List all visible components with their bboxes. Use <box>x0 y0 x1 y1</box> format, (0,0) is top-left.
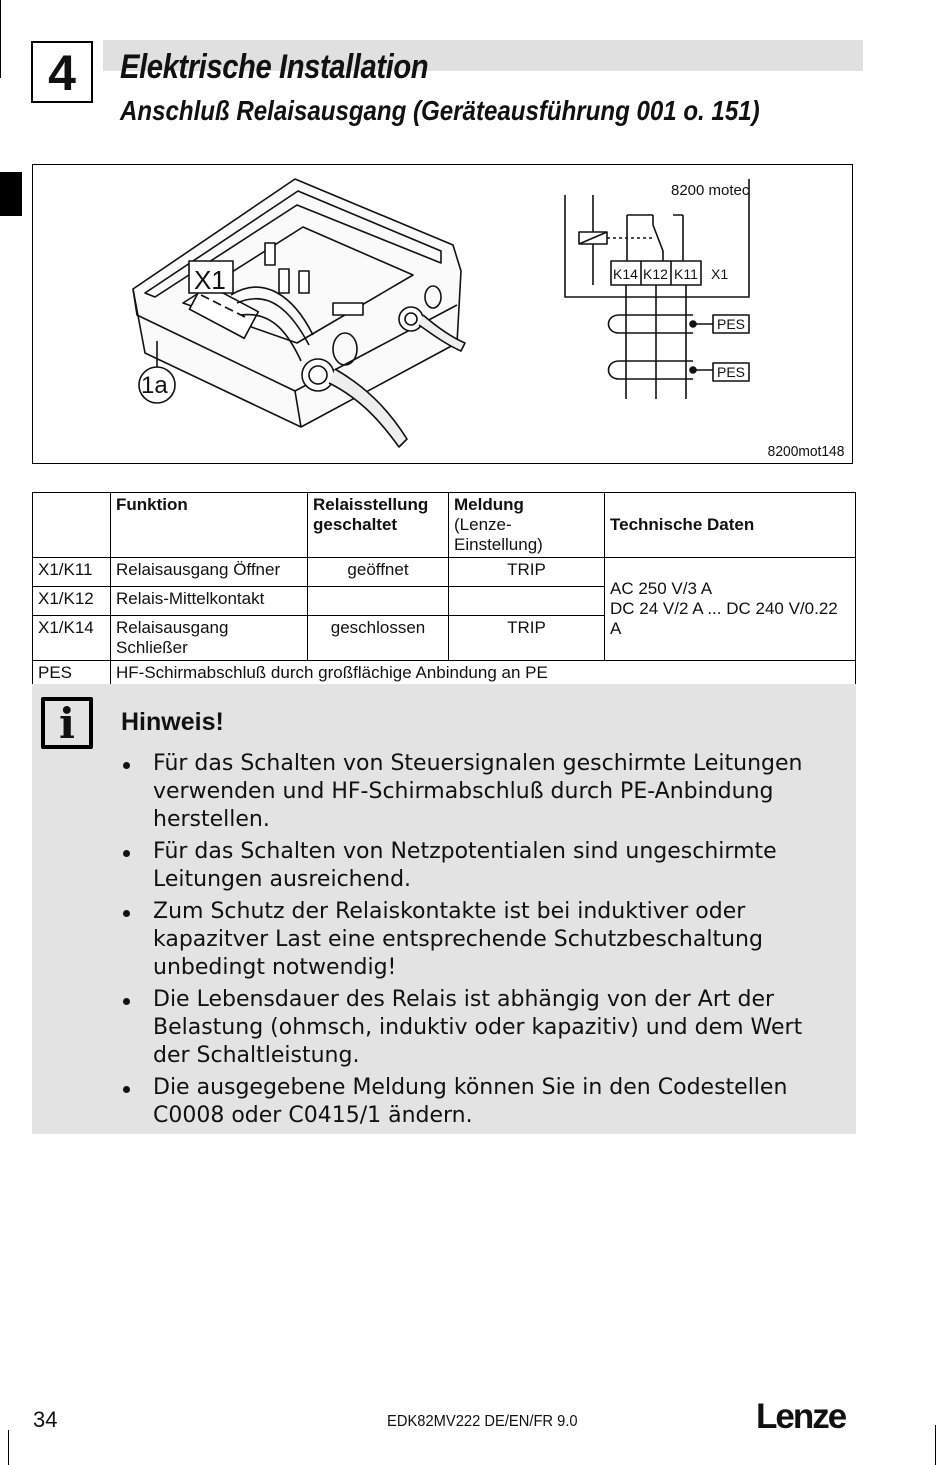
header-relaisstellung-main: Relaisstellung <box>313 495 429 514</box>
shield-2 <box>609 361 694 379</box>
header-funktion: Funktion <box>111 493 308 558</box>
lenze-logo: Lenze <box>756 1397 846 1436</box>
header-relaisstellung-sub: geschaltet <box>313 515 398 534</box>
crop-mark-bottom-right <box>935 1425 936 1465</box>
tech-data-ac: AC 250 V/3 A <box>610 579 713 598</box>
figure-code: 8200mot148 <box>767 443 844 460</box>
label-1a: 1a <box>141 372 168 399</box>
cell-relaisstellung <box>308 587 449 616</box>
cable-gland-side <box>399 307 423 331</box>
cell-relaisstellung: geschlossen <box>308 616 449 661</box>
label-k12: K12 <box>643 266 668 282</box>
tech-data-dc: DC 24 V/2 A ... DC 240 V/0.22 A <box>610 599 838 638</box>
section-side-marker <box>0 172 22 216</box>
header-meldung <box>449 493 605 558</box>
table-header-row <box>33 493 856 558</box>
note-box <box>32 684 856 1134</box>
chapter-number: 4 <box>31 41 93 103</box>
relay-spec-table <box>32 492 856 690</box>
cell-relaisstellung: geöffnet <box>308 558 449 587</box>
list-item: Die Lebensdauer des Relais ist abhängig von der Art der Belastung (ohmsch, induktiv oder kapazitiv) und dem Wert der Schaltleistung. <box>153 986 843 1070</box>
label-pes-2: PES <box>717 364 746 380</box>
page-subtitle: Anschluß Relaisausgang (Geräteausführung 001 o. 151) <box>120 95 760 126</box>
cell-meldung: TRIP <box>449 616 605 661</box>
note-heading: Hinweis! <box>121 708 224 736</box>
pes-dot-2 <box>690 367 696 373</box>
label-device: 8200 motec <box>671 182 750 199</box>
cell-meldung <box>449 587 605 616</box>
info-icon: i <box>41 697 93 749</box>
page-number: 34 <box>33 1407 58 1432</box>
component-3 <box>299 271 309 293</box>
cell-pes-description: HF-Schirmabschluß durch großflächige Anbindung an PE <box>111 661 856 690</box>
header-technische-daten: Technische Daten <box>605 493 856 558</box>
component-4 <box>333 303 363 315</box>
document-code: EDK82MV222 DE/EN/FR 9.0 <box>387 1413 578 1430</box>
list-item: Für das Schalten von Steuersignalen geschirmte Leitungen verwenden und HF-Schirmabschluß durch PE-Anbindung herstellen. <box>153 750 843 834</box>
label-x1-housing: X1 <box>194 265 226 295</box>
pes-dot-1 <box>690 321 696 327</box>
component-1 <box>265 243 275 265</box>
cell-funktion: Relaisausgang Schließer <box>111 616 308 661</box>
header-terminal <box>33 493 111 558</box>
list-item: Für das Schalten von Netzpotentialen sind ungeschirmte Leitungen ausreichend. <box>153 838 843 894</box>
figure-drawing <box>33 165 854 465</box>
cell-terminal: X1/K14 <box>33 616 111 661</box>
component-2 <box>279 269 289 293</box>
field-wires <box>626 285 686 399</box>
list-item: Die ausgegebene Meldung können Sie in den Codestellen C0008 oder C0415/1 ändern. <box>153 1074 843 1130</box>
cable-gland-front <box>302 359 334 391</box>
shield-1 <box>609 315 694 333</box>
cell-meldung: TRIP <box>449 558 605 587</box>
page-title: Elektrische Installation <box>120 48 429 86</box>
header-meldung-main: Meldung <box>454 495 524 514</box>
contact-wires <box>627 215 683 261</box>
cell-funktion: Relaisausgang Öffner <box>111 558 308 587</box>
label-x1-schematic: X1 <box>711 266 729 282</box>
label-k11: K11 <box>674 266 698 282</box>
cell-funktion: Relais-Mittelkontakt <box>111 587 308 616</box>
table-row <box>33 558 856 587</box>
header-relaisstellung <box>308 493 449 558</box>
cell-terminal: X1/K12 <box>33 587 111 616</box>
wiring-figure <box>32 164 853 464</box>
cell-terminal: PES <box>33 661 111 690</box>
list-item: Zum Schutz der Relaiskontakte ist bei induktiver oder kapazitver Last eine entsprechende Schutzbeschaltung unbedingt notwendig! <box>153 898 843 982</box>
crop-mark-bottom-left <box>8 1430 9 1465</box>
cell-technische-daten <box>605 558 856 661</box>
label-pes-1: PES <box>717 316 746 332</box>
crop-mark-top-left <box>0 0 1 78</box>
cell-terminal: X1/K11 <box>33 558 111 587</box>
note-list <box>153 750 843 1134</box>
header-meldung-sub: (Lenze-Einstellung) <box>454 515 543 554</box>
label-k14: K14 <box>613 266 638 282</box>
